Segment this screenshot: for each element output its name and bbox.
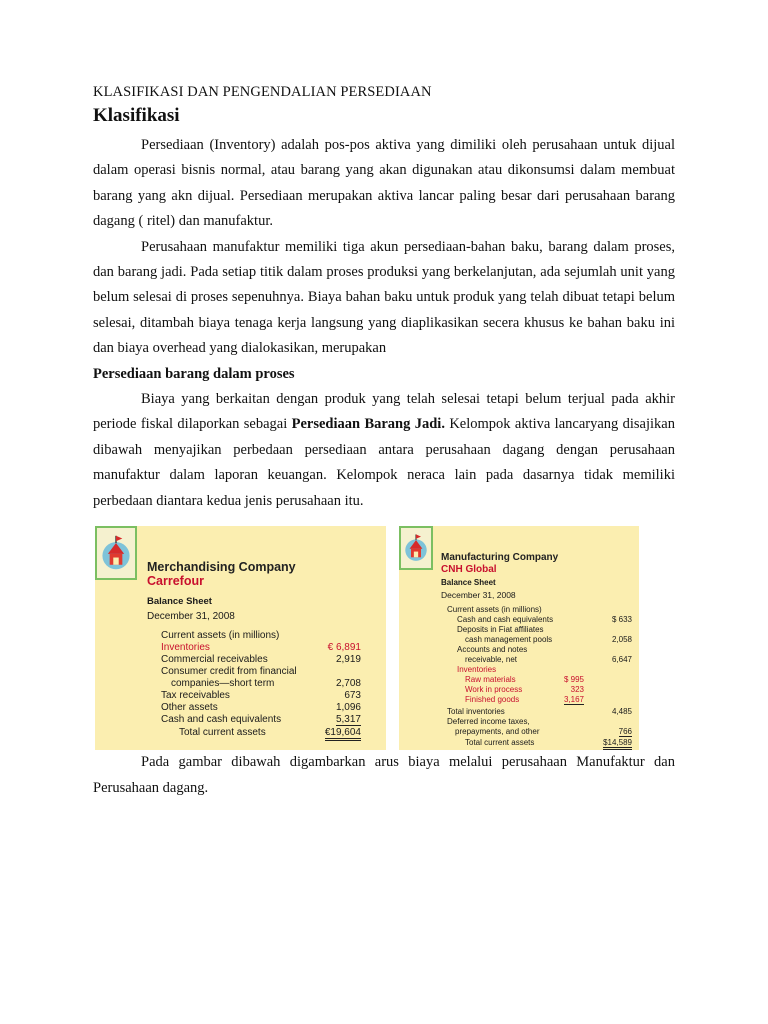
merchandising-balance-sheet (95, 526, 386, 750)
company-name: CNH Global (441, 564, 497, 576)
row-label: Cash and cash equivalents (161, 714, 282, 726)
row-label: Deferred income taxes, (447, 717, 530, 727)
table-row (161, 666, 361, 678)
table-row (455, 727, 632, 737)
row-value: 1,096 (335, 702, 361, 714)
table-row (465, 695, 632, 705)
sheet-title: Balance Sheet (147, 596, 212, 608)
row-label: Total inventories (447, 707, 505, 717)
row-label: Finished goods (465, 695, 520, 705)
balance-sheet-figures (93, 526, 675, 750)
row-label: Tax receivables (161, 690, 230, 702)
row-value: 4,485 (611, 707, 632, 717)
row-value: 766 (618, 727, 632, 737)
row-value: $ 995 (563, 675, 584, 685)
company-name: Carrefour (147, 574, 204, 589)
table-row (447, 717, 632, 727)
table-row (465, 655, 632, 665)
document-title: KLASIFIKASI DAN PENGENDALIAN PERSEDIAAN (93, 84, 432, 100)
row-label: companies—short term (171, 678, 275, 690)
table-row (457, 665, 632, 675)
total-row (465, 738, 632, 748)
current-assets-header: Current assets (in millions) (447, 605, 542, 615)
table-row (161, 690, 361, 702)
row-value: € 6,891 (327, 642, 361, 654)
total-label: Total current assets (465, 738, 535, 748)
company-type: Merchandising Company (147, 560, 296, 575)
term-wip: Persediaan barang dalam proses (93, 365, 295, 382)
row-value: 3,167 (563, 695, 584, 705)
paragraph-3 (93, 387, 675, 514)
total-value: €19,604 (325, 727, 361, 741)
row-label: Accounts and notes (457, 645, 528, 655)
row-label: Work in process (465, 685, 523, 695)
table-row (161, 654, 361, 666)
table-row (465, 635, 632, 645)
section-title: Klasifikasi (93, 105, 180, 126)
table-row (171, 678, 361, 690)
row-label: Deposits in Fiat affiliates (457, 625, 544, 635)
row-label: cash management pools (465, 635, 553, 645)
row-value: 2,708 (335, 678, 361, 690)
row-value: 2,058 (611, 635, 632, 645)
paragraph-3-b: Kelompok aktiva lancaryang disajikan dibawah menyajikan perbedaan persediaan antara perusahaan dagang dengan perusahaan manufaktur dalam laporan keuangan. Kelompok neraca lain pada dasarnya tidak memiliki perbedaan diantara kedua jenis perusahaan itu. (93, 416, 675, 509)
table-row (161, 642, 361, 654)
paragraph-4: Pada gambar dibawah digambarkan arus biaya melalui perusahaan Manufaktur dan Perusahaan dagang. (93, 754, 675, 796)
table-row (447, 707, 632, 717)
term-finished-goods: Persediaan Barang Jadi. (291, 416, 445, 433)
table-row (465, 685, 632, 695)
table-row (465, 675, 632, 685)
paragraph-2 (93, 235, 675, 362)
sheet-date: December 31, 2008 (147, 611, 235, 623)
current-assets-header: Current assets (in millions) (161, 630, 280, 642)
row-label: Consumer credit from financial (161, 666, 297, 678)
row-value: 5,317 (335, 714, 361, 726)
table-row (161, 714, 361, 726)
row-label: Inventories (161, 642, 210, 654)
store-flag-icon (399, 526, 433, 570)
store-flag-icon (95, 526, 137, 580)
row-label: Commercial receivables (161, 654, 268, 666)
paragraph-1: Persediaan (Inventory) adalah pos-pos aktiva yang dimiliki oleh perusahaan untuk dijual dalam operasi bisnis normal, atau barang yang akan digunakan atau dikonsumsi dalam membuat barang yang akn dijual. Persediaan merupakan aktiva lancar paling besar dari perusahaan barang dagang ( ritel) dan manufaktur. (93, 137, 675, 230)
row-label: Other assets (161, 702, 218, 714)
row-value: 673 (344, 690, 361, 702)
row-label: Cash and cash equivalents (457, 615, 554, 625)
sheet-date: December 31, 2008 (441, 590, 516, 601)
total-label: Total current assets (179, 727, 266, 739)
row-value: 323 (570, 685, 584, 695)
document-page (93, 84, 675, 801)
row-value: 6,647 (611, 655, 632, 665)
row-label: Inventories (457, 665, 497, 675)
table-row (161, 702, 361, 714)
row-label: Raw materials (465, 675, 516, 685)
table-row (457, 645, 632, 655)
total-value: $14,589 (603, 738, 632, 750)
company-type: Manufacturing Company (441, 552, 559, 564)
paragraph-2-text: Perusahaan manufaktur memiliki tiga akun persediaan-bahan baku, barang dalam proses, dan barang jadi. Pada setiap titik dalam proses produksi yang berkelanjutan, ada sejumlah unit yang belum selesai di proses sepenuhnya. Biaya bahan baku untuk produk yang telah dibuat tetapi belum selesai, ditambah biaya tenaga kerja langsung yang diaplikasikan secera khusus ke bahan baku ini dan biaya overhead yang dialokasikan, merupakan (93, 238, 675, 357)
row-label: prepayments, and other (455, 727, 540, 737)
table-row (457, 625, 632, 635)
sheet-title: Balance Sheet (441, 578, 496, 588)
row-value: $ 633 (611, 615, 632, 625)
paragraph-3-a: Biaya yang berkaitan dengan produk yang telah selesai tetapi belum terjual pada akhir periode fiskal dilaporkan sebagai (93, 391, 675, 433)
manufacturing-balance-sheet (399, 526, 639, 750)
row-value: 2,919 (335, 654, 361, 666)
table-row (457, 615, 632, 625)
total-row (179, 727, 361, 739)
paragraph-2-bold-line (93, 362, 675, 387)
row-label: receivable, net (465, 655, 518, 665)
